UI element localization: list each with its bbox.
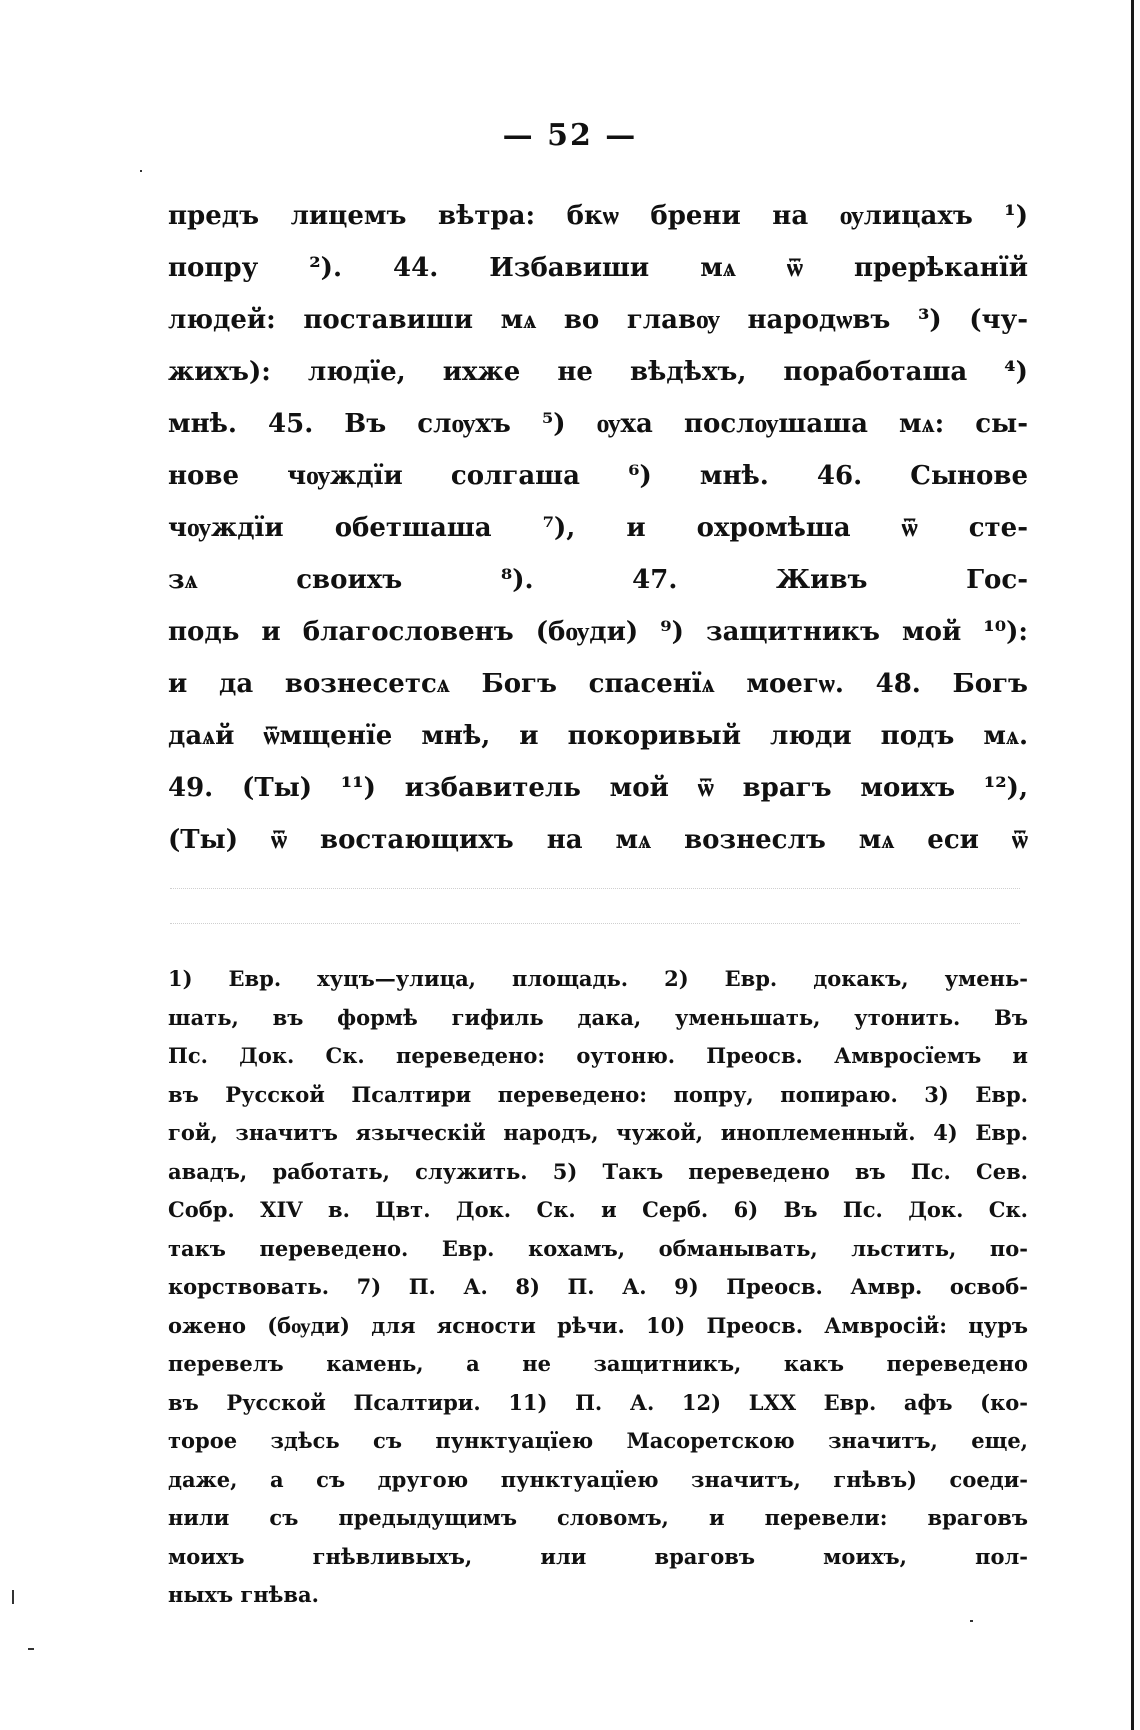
footnote-line: Пс. Док. Ск. переведено: оутоню. Преосв. Амвросїемъ и xyxy=(168,1043,1028,1068)
footnote-line: нили съ предыдущимъ словомъ, и перевели: враговъ xyxy=(168,1505,1028,1530)
psalm-line: подь и благословенъ (бѹди) ⁹) защитникъ мой ¹⁰): xyxy=(168,617,1028,647)
psalm-line: и да вознесетсѧ Богъ спасенїѧ моегѡ. 48. Богъ xyxy=(168,669,1028,699)
psalm-line: нове чѹждїи солгаша ⁶) мнѣ. 46. Сынове xyxy=(168,461,1028,491)
psalm-line: попру ²). 44. Избавиши мѧ ѿ прерѣканїй xyxy=(168,253,1028,283)
footnote-line: даже, а съ другою пунктуацїею значитъ, гнѣвъ) соеди- xyxy=(168,1466,1028,1492)
psalm-line: людей: поставиши мѧ во главѹ народѡвъ ³) (чу- xyxy=(168,305,1028,335)
page-edge-line xyxy=(1131,0,1134,1730)
footnote-line: такъ переведено. Евр. кохамъ, обманывать, льстить, по- xyxy=(168,1235,1028,1261)
scan-speck xyxy=(970,1620,973,1622)
footnote-line: 1) Евр. хуцъ—улица, площадь. 2) Евр. докакъ, умень- xyxy=(168,966,1028,991)
footnote-line: шать, въ формѣ гифиль дака, уменьшать, утонить. Въ xyxy=(168,1004,1028,1030)
faded-text-remnant xyxy=(170,860,1020,930)
faded-line xyxy=(170,895,1020,924)
scan-speck xyxy=(140,170,142,172)
scan-speck xyxy=(28,1648,34,1650)
psalm-text-block xyxy=(168,190,1028,866)
psalm-line: чѹждїи обетшаша ⁷), и охромѣша ѿ сте- xyxy=(168,513,1028,543)
footnote-line: Собр. XIV в. Цвт. Док. Ск. и Серб. 6) Въ Пс. Док. Ск. xyxy=(168,1197,1028,1222)
footnote-line: въ Русской Псалтири переведено: попру, попираю. 3) Евр. xyxy=(168,1081,1028,1107)
footnote-line: авадъ, работать, служить. 5) Такъ переведено въ Пс. Сев. xyxy=(168,1158,1028,1184)
footnote-line: ожено (бѹди) для ясности рѣчи. 10) Преосв. Амвросій: цуръ xyxy=(168,1312,1028,1338)
scan-speck xyxy=(12,1590,14,1604)
psalm-line: даѧй ѿмщенїе мнѣ, и покоривый люди подъ мѧ. xyxy=(168,721,1028,751)
psalm-line: предъ лицемъ вѣтра: бкѡ брени на ѹлицахъ ¹) xyxy=(168,201,1028,231)
page-number: — 52 — xyxy=(502,118,638,153)
footnote-line: въ Русской Псалтири. 11) П. А. 12) LXX Евр. афъ (ко- xyxy=(168,1389,1028,1415)
psalm-line: зѧ своихъ ⁸). 47. Живъ Гос- xyxy=(168,565,1028,595)
faded-line xyxy=(170,860,1020,889)
footnote-line: корствовать. 7) П. А. 8) П. А. 9) Преосв. Амвр. освоб- xyxy=(168,1274,1028,1299)
psalm-line: 49. (Ты) ¹¹) избавитель мой ѿ врагъ моихъ ¹²), xyxy=(168,773,1028,803)
footnotes-block xyxy=(168,960,1028,1615)
footnote-line: ныхъ гнѣва. xyxy=(168,1582,319,1607)
footnote-line: моихъ гнѣвливыхъ, или враговъ моихъ, пол- xyxy=(168,1543,1028,1569)
footnote-line: перевелъ камень, а не защитникъ, какъ переведено xyxy=(168,1351,1028,1376)
psalm-line: (Ты) ѿ востающихъ на мѧ вознеслъ мѧ еси ѿ xyxy=(168,825,1028,855)
psalm-line: жихъ): людїе, ихже не вѣдѣхъ, поработаша ⁴) xyxy=(168,357,1028,387)
psalm-line: мнѣ. 45. Въ слѹхъ ⁵) ѹха послѹшаша мѧ: сы- xyxy=(168,409,1028,439)
footnote-line: торое здѣсь съ пунктуацїею Масоретскою значитъ, еще, xyxy=(168,1428,1028,1453)
footnote-line: гой, значитъ языческій народъ, чужой, иноплеменный. 4) Евр. xyxy=(168,1120,1028,1145)
